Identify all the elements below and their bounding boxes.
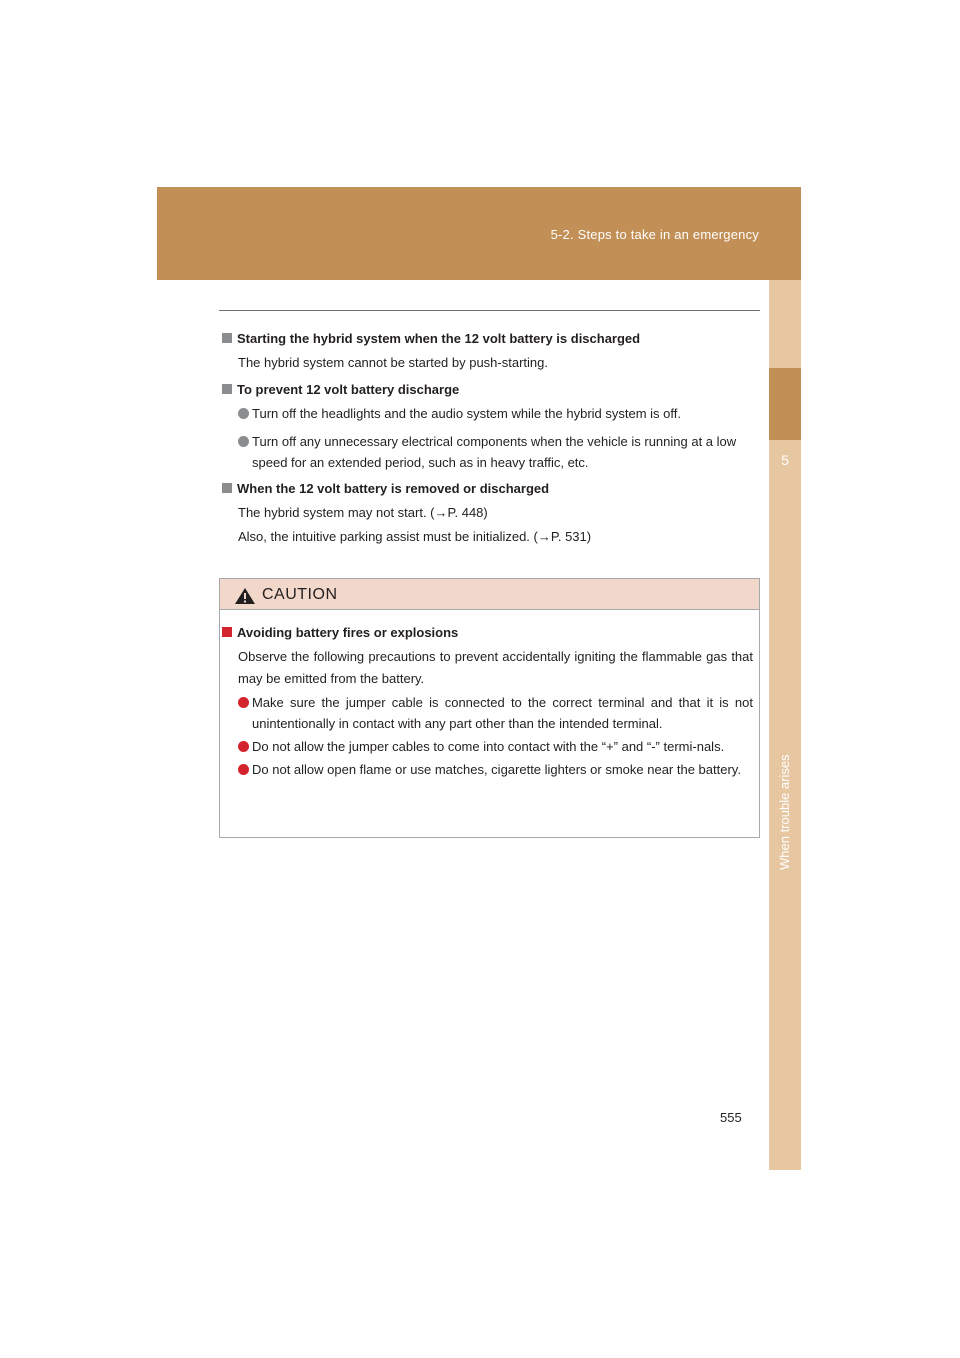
circle-bullet-icon xyxy=(238,697,249,708)
caution-intro: Observe the following precautions to prevent accidentally igniting the flammable gas that may be emitted from the battery. xyxy=(238,649,753,686)
side-chapter-tab xyxy=(769,368,801,440)
chapter-section-title: 5-2. Steps to take in an emergency xyxy=(550,227,759,242)
square-bullet-icon xyxy=(222,384,232,394)
square-bullet-icon xyxy=(222,333,232,343)
caution-body xyxy=(220,610,759,780)
circle-bullet-icon xyxy=(238,408,249,419)
chapter-header-bar xyxy=(157,187,801,280)
section-divider xyxy=(219,310,760,311)
caution-heading: Avoiding battery fires or explosions xyxy=(222,622,753,644)
list-item: Turn off the headlights and the audio system while the hybrid system is off. xyxy=(238,403,762,424)
section-heading: To prevent 12 volt battery discharge xyxy=(222,379,762,401)
main-content xyxy=(222,328,762,548)
warning-triangle-icon xyxy=(234,587,256,605)
caution-box xyxy=(219,578,760,838)
square-bullet-icon xyxy=(222,627,232,637)
section-heading: Starting the hybrid system when the 12 volt battery is discharged xyxy=(222,328,762,350)
caution-title: CAUTION xyxy=(262,586,338,603)
circle-bullet-icon xyxy=(238,741,249,752)
circle-bullet-icon xyxy=(238,764,249,775)
section-text: Also, the intuitive parking assist must be initialized. (→P. 531) xyxy=(238,529,592,544)
square-bullet-icon xyxy=(222,483,232,493)
side-chapter-label: When trouble arises xyxy=(777,754,792,870)
section-text: The hybrid system may not start. (→P. 448) xyxy=(238,505,488,520)
side-chapter-number: 5 xyxy=(781,452,789,468)
page-number: 555 xyxy=(720,1110,742,1125)
list-item: Do not allow the jumper cables to come into contact with the “+” and “-” termi-nals. xyxy=(238,736,753,757)
section-heading: When the 12 volt battery is removed or discharged xyxy=(222,478,762,500)
list-item: Do not allow open flame or use matches, cigarette lighters or smoke near the battery. xyxy=(238,759,753,780)
section-text: The hybrid system cannot be started by push-starting. xyxy=(238,355,548,370)
list-item: Turn off any unnecessary electrical components when the vehicle is running at a low speed for an extended period, such as in heavy traffic, etc. xyxy=(238,431,762,473)
list-item: Make sure the jumper cable is connected to the correct terminal and that it is not unintentionally in contact with any part other than the intended terminal. xyxy=(238,692,753,734)
circle-bullet-icon xyxy=(238,436,249,447)
caution-header xyxy=(220,579,759,610)
